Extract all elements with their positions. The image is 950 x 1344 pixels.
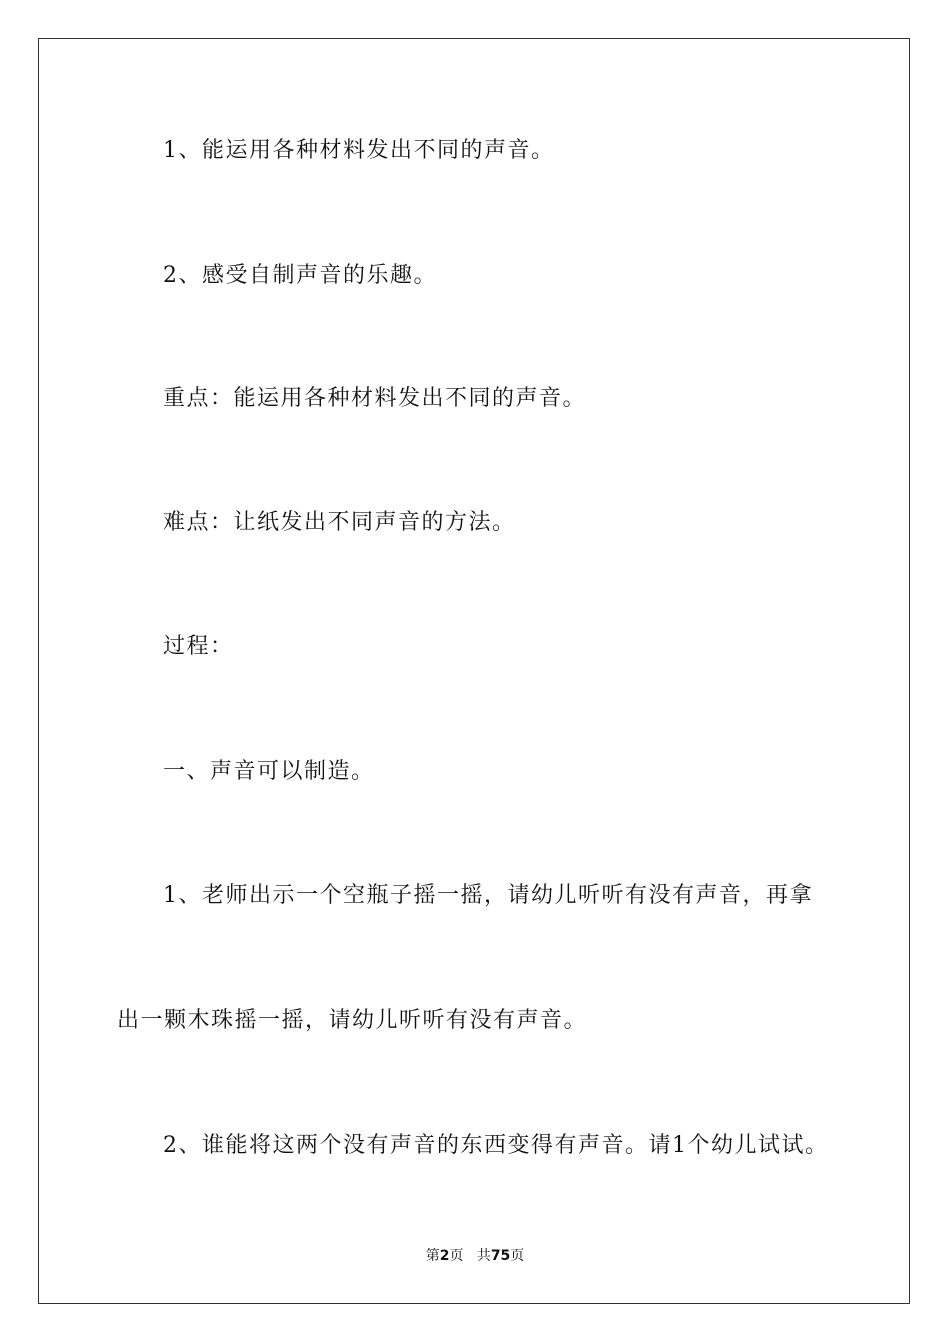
step-1-text-line2: 出一颗木珠摇一摇，请幼儿听听有没有声音。	[117, 1008, 588, 1033]
key-point-text: 重点：能运用各种材料发出不同的声音。	[163, 386, 587, 411]
footer-page-suffix: 页	[449, 1248, 464, 1264]
footer-total-pages: 75	[490, 1248, 511, 1264]
process-heading: 过程：	[163, 634, 234, 659]
page-footer	[0, 1246, 950, 1266]
footer-page-prefix: 第	[425, 1248, 440, 1264]
difficulty-text: 难点：让纸发出不同声音的方法。	[163, 510, 516, 535]
footer-total-prefix: 共	[476, 1248, 491, 1264]
footer-page-number: 2	[439, 1248, 450, 1264]
footer-total-suffix: 页	[510, 1248, 525, 1264]
goal-2-text: 2、感受自制声音的乐趣。	[163, 263, 437, 288]
goal-1-text: 1、能运用各种材料发出不同的声音。	[163, 138, 555, 163]
step-2-text: 2、谁能将这两个没有声音的东西变得有声音。请1个幼儿试试。	[163, 1133, 829, 1158]
section-1-heading: 一、声音可以制造。	[163, 759, 375, 784]
page-border	[38, 38, 910, 1304]
step-1-text-line1: 1、老师出示一个空瓶子摇一摇，请幼儿听听有没有声音，再拿	[163, 883, 813, 908]
